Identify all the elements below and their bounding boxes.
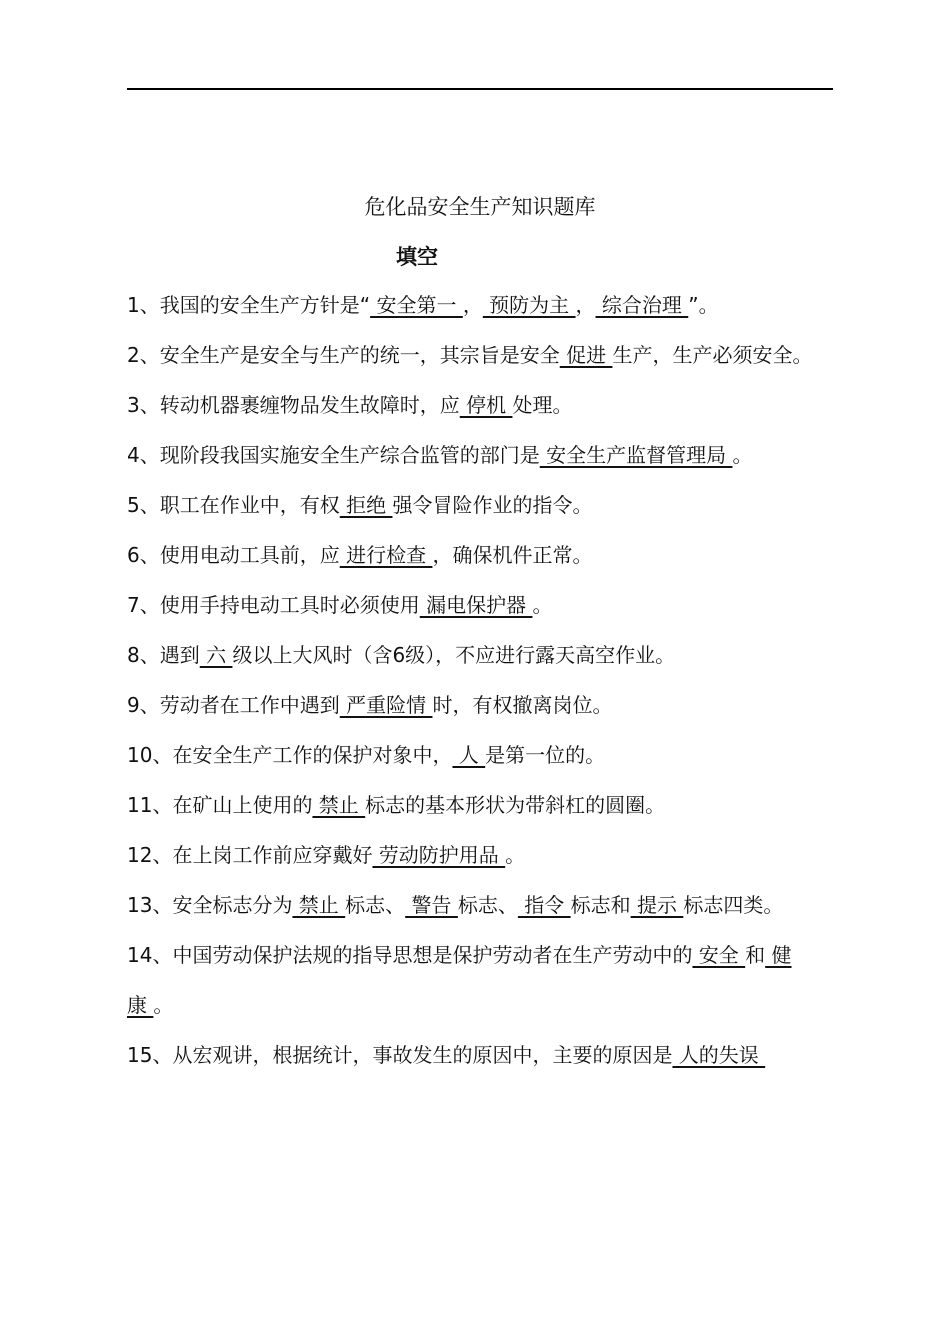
question-item (127, 730, 835, 780)
answer-blank: 劳动防护用品 (372, 843, 506, 867)
answer-blank: 人 (452, 743, 486, 767)
question-text: 标志、 (457, 893, 518, 917)
question-text: ， (575, 293, 596, 317)
question-text: ”。 (688, 293, 719, 317)
answer-blank: 拒绝 (339, 493, 393, 517)
answer-blank: 人的失误 (672, 1043, 766, 1067)
page-title: 危化品安全生产知识题库 (364, 195, 596, 219)
question-text: 和 (745, 943, 766, 967)
question-text: 2、安全生产是安全与生产的统一，其宗旨是安全 (127, 343, 560, 367)
question-text: 10、在安全生产工作的保护对象中， (127, 743, 453, 767)
question-text: 1、我国的安全生产方针是“ (127, 293, 371, 317)
question-text: 标志的基本形状为带斜杠的圆圈。 (365, 793, 666, 817)
question-text: 标志四类。 (683, 893, 784, 917)
answer-blank: 警告 (405, 893, 458, 917)
question-list (127, 280, 835, 1080)
question-text: 12、在上岗工作前应穿戴好 (127, 843, 373, 867)
question-text: 标志和 (570, 893, 631, 917)
answer-blank: 预防为主 (482, 293, 576, 317)
question-text: 3、转动机器裹缠物品发生故障时，应 (127, 393, 460, 417)
answer-blank: 安全第一 (370, 293, 463, 317)
question-text: 强令冒险作业的指令。 (392, 493, 593, 517)
question-text: 8、遇到 (127, 643, 200, 667)
answer-blank: 综合治理 (595, 293, 689, 317)
question-item (127, 630, 835, 680)
question-text: 7、使用手持电动工具时必须使用 (127, 593, 420, 617)
question-text: 生产，生产必须安全。 (612, 343, 813, 367)
question-item (127, 280, 835, 330)
question-text: 5、职工在作业中，有权 (127, 493, 340, 517)
question-text: 6、使用电动工具前，应 (127, 543, 340, 567)
answer-blank: 进行检查 (339, 543, 433, 567)
question-text: 。 (732, 443, 753, 467)
question-item (127, 530, 835, 580)
question-item (127, 330, 835, 380)
answer-blank: 禁止 (292, 893, 346, 917)
answer-blank: 指令 (517, 893, 571, 917)
question-text: 时，有权撤离岗位。 (432, 693, 613, 717)
question-text: 13、安全标志分为 (127, 893, 293, 917)
question-text: 。 (505, 843, 526, 867)
question-item (127, 380, 835, 430)
question-text: 处理。 (512, 393, 573, 417)
question-text: 9、劳动者在工作中遇到 (127, 693, 340, 717)
question-item (127, 580, 835, 630)
question-item (127, 1030, 835, 1080)
question-item (127, 880, 835, 930)
answer-blank: 安全生产监督管理局 (539, 443, 733, 467)
question-text: 。 (153, 993, 174, 1017)
question-item (127, 480, 835, 530)
question-item (127, 830, 835, 880)
answer-blank: 安全 (692, 943, 746, 967)
question-item (127, 680, 835, 730)
question-text: ， (462, 293, 483, 317)
answer-blank: 严重险情 (339, 693, 433, 717)
header-rule (127, 88, 833, 90)
question-text: 4、现阶段我国实施安全生产综合监管的部门是 (127, 443, 540, 467)
question-text: 级以上大风时（含6级），不应进行露天高空作业。 (232, 643, 676, 667)
question-text: 。 (532, 593, 553, 617)
question-text: 14、中国劳动保护法规的指导思想是保护劳动者在生产劳动中的 (127, 943, 693, 967)
answer-blank: 漏电保护器 (419, 593, 533, 617)
answer-blank: 健康 (127, 943, 792, 1017)
answer-blank: 禁止 (312, 793, 366, 817)
section-heading: 填空 (396, 245, 438, 269)
answer-blank: 提示 (630, 893, 684, 917)
question-text: ，确保机件正常。 (432, 543, 593, 567)
question-text: 是第一位的。 (485, 743, 606, 767)
question-text: 标志、 (345, 893, 406, 917)
question-text: 15、从宏观讲，根据统计，事故发生的原因中，主要的原因是 (127, 1043, 673, 1067)
question-item (127, 430, 835, 480)
answer-blank: 六 (199, 643, 233, 667)
answer-blank: 停机 (459, 393, 513, 417)
answer-blank: 促进 (559, 343, 613, 367)
question-item (127, 930, 835, 1030)
question-item (127, 780, 835, 830)
question-text: 11、在矿山上使用的 (127, 793, 313, 817)
